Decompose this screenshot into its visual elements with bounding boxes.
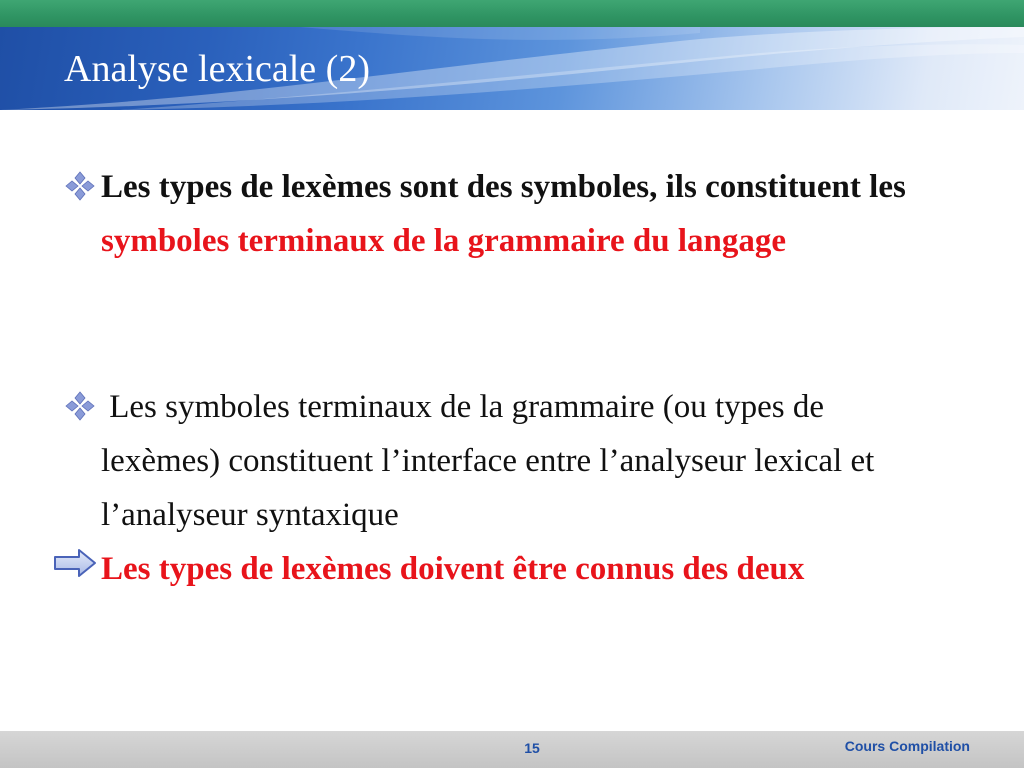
slide-title: Analyse lexicale (2): [64, 48, 370, 90]
footer-bar: [0, 731, 1024, 768]
diamond-bullet-icon: [64, 170, 96, 202]
bullet-text: Les symboles terminaux de la grammaire (ou types de lexèmes) constituent l’interface entre l’analyseur lexical et l’analyseur syntaxique: [101, 389, 875, 533]
right-arrow-icon: [53, 548, 97, 578]
course-name: Cours Compilation: [844, 738, 970, 754]
title-banner: [0, 27, 1024, 110]
page-number: 15: [524, 740, 540, 756]
bullet-text: Les types de lexèmes sont des symboles, ils constituent les: [101, 169, 906, 205]
bullet-highlight: Les types de lexèmes doivent être connus des deux: [101, 551, 805, 587]
bullet-item-1: [101, 160, 941, 268]
top-stripe: [0, 0, 1024, 27]
bullet-item-2: [101, 380, 941, 596]
diamond-bullet-icon: [64, 390, 96, 422]
bullet-highlight: symboles terminaux de la grammaire du langage: [101, 223, 787, 259]
